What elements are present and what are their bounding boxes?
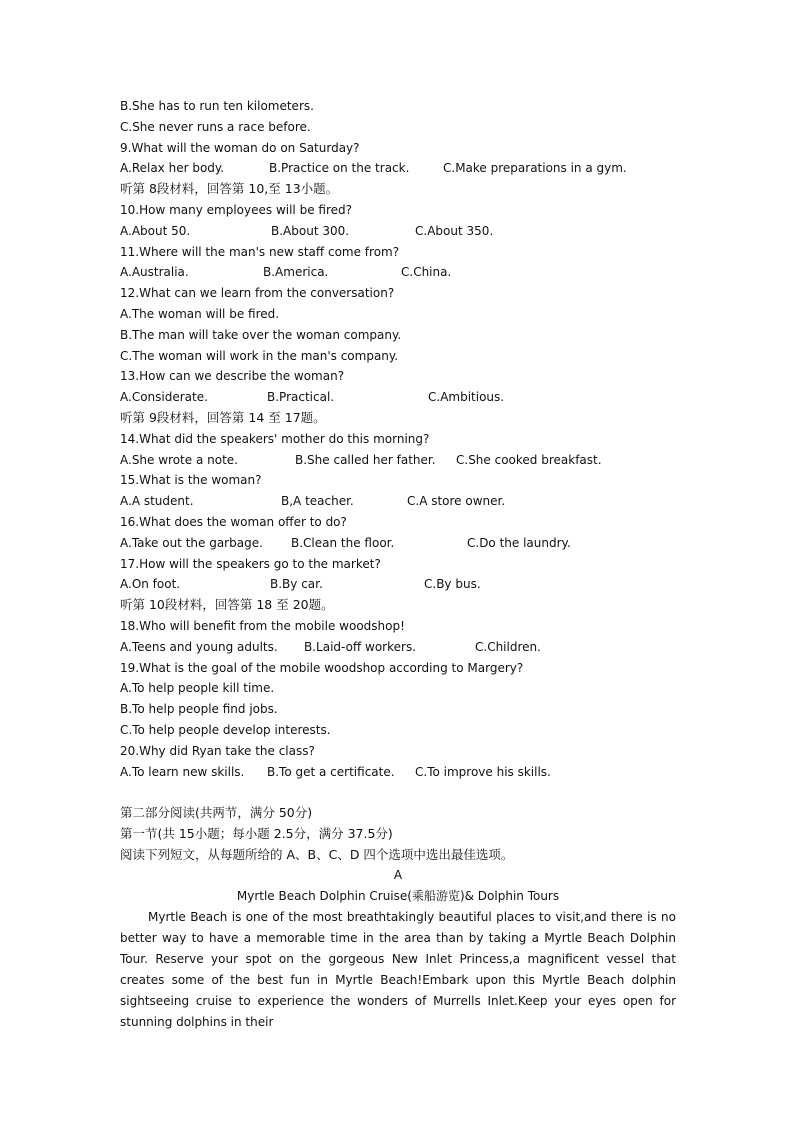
q20-option-c: C.To improve his skills. (415, 764, 551, 779)
q9-options (120, 158, 676, 179)
q9-stem: 9.What will the woman do on Saturday? (120, 140, 360, 155)
q16-option-c: C.Do the laundry. (467, 535, 571, 550)
section-9-instruction: 听第 9段材料，回答第 14 至 17题。 (120, 409, 326, 425)
q13-option-a: A.Considerate. (120, 390, 208, 405)
q19-option-c: C.To help people develop interests. (120, 722, 331, 737)
q13-stem: 13.How can we describe the woman? (120, 369, 345, 384)
q11-stem: 11.Where will the man's new staff come from? (120, 244, 400, 259)
q14-options (120, 450, 676, 471)
q11-option-b: B.America. (263, 265, 329, 280)
q11-options (120, 262, 676, 283)
q12-option-c: C.The woman will work in the man's company. (120, 348, 399, 363)
q15-option-b: B,A teacher. (281, 494, 354, 509)
q18-options (120, 637, 676, 658)
q17-options (120, 574, 676, 595)
q12-option-b: B.The man will take over the woman company. (120, 327, 402, 342)
passage-letter: A (393, 868, 403, 883)
q10-stem: 10.How many employees will be fired? (120, 202, 352, 217)
q15-stem: 15.What is the woman? (120, 473, 262, 488)
q15-options (120, 491, 676, 512)
q9-option-c: C.Make preparations in a gym. (443, 161, 627, 176)
reading-instruction: 阅读下列短文，从每题所给的 A、B、C、D 四个选项中选出最佳选项。 (120, 846, 514, 862)
q10-option-a: A.About 50. (120, 223, 191, 238)
q15-option-c: C.A store owner. (407, 494, 506, 509)
q9-option-a: A.Relax her body. (120, 161, 225, 176)
q18-option-a: A.Teens and young adults. (120, 639, 278, 654)
q16-stem: 16.What does the woman offer to do? (120, 514, 347, 529)
q18-stem: 18.Who will benefit from the mobile woodshop! (120, 618, 405, 633)
q17-stem: 17.How will the speakers go to the market? (120, 556, 381, 571)
q20-option-a: A.To learn new skills. (120, 764, 245, 779)
q14-stem: 14.What did the speakers' mother do this morning? (120, 431, 430, 446)
q17-option-c: C.By bus. (424, 577, 481, 592)
q13-options (120, 387, 676, 408)
document-page (120, 96, 676, 1033)
q10-options (120, 221, 676, 242)
reading-section-title: 第一节(共 15小题；每小题 2.5分，满分 37.5分) (120, 825, 393, 841)
q14-option-c: C.She cooked breakfast. (456, 452, 602, 467)
passage-body: Myrtle Beach is one of the most breathtakingly beautiful places to visit,and there is no better way to have a memorable time in the area than by taking a Myrtle Beach Dolphin Tour. Reserve your spot on the gorgeous New Inlet Princess,a magnificent vessel that creates some of the best fun in Myrtle Beach!Embark upon this Myrtle Beach dolphin sightseeing cruise to experience the wonders of Murrells Inlet.Keep your eyes open for stunning dolphins in their (120, 910, 676, 1030)
spacer (120, 782, 676, 803)
q13-option-c: C.Ambitious. (428, 390, 505, 405)
q13-option-b: B.Practical. (267, 390, 335, 405)
section-8-instruction: 听第 8段材料，回答第 10,至 13小题。 (120, 181, 339, 197)
q16-option-a: A.Take out the garbage. (120, 535, 263, 550)
q12-option-a: A.The woman will be fired. (120, 306, 280, 321)
q15-option-a: A.A student. (120, 494, 194, 509)
q19-option-a: A.To help people kill time. (120, 681, 275, 696)
q10-option-c: C.About 350. (415, 223, 494, 238)
q19-option-b: B.To help people find jobs. (120, 702, 278, 717)
q14-option-b: B.She called her father. (295, 452, 436, 467)
q8-option-c: C.She never runs a race before. (120, 119, 311, 134)
q20-stem: 20.Why did Ryan take the class? (120, 743, 315, 758)
q17-option-b: B.By car. (270, 577, 323, 592)
reading-part-title: 第二部分阅读(共两节，满分 50分) (120, 805, 313, 821)
q12-stem: 12.What can we learn from the conversation? (120, 286, 395, 301)
q8-option-b: B.She has to run ten kilometers. (120, 99, 314, 113)
q20-options (120, 762, 676, 783)
q10-option-b: B.About 300. (271, 223, 350, 238)
q14-option-a: A.She wrote a note. (120, 452, 238, 467)
q11-option-a: A.Australia. (120, 265, 189, 280)
q17-option-a: A.On foot. (120, 577, 181, 592)
section-10-instruction: 听第 10段材料，回答第 18 至 20题。 (120, 597, 334, 613)
q11-option-c: C.China. (401, 265, 452, 280)
q18-option-b: B.Laid-off workers. (304, 639, 417, 654)
q19-stem: 19.What is the goal of the mobile woodshop according to Margery? (120, 660, 524, 675)
q16-options (120, 533, 676, 554)
passage-title: Myrtle Beach Dolphin Cruise(乘船游览)& Dolphin Tours (236, 889, 560, 904)
q18-option-c: C.Children. (475, 639, 541, 654)
q16-option-b: B.Clean the floor. (291, 535, 395, 550)
q9-option-b: B.Practice on the track. (269, 161, 410, 176)
q20-option-b: B.To get a certificate. (267, 764, 395, 779)
